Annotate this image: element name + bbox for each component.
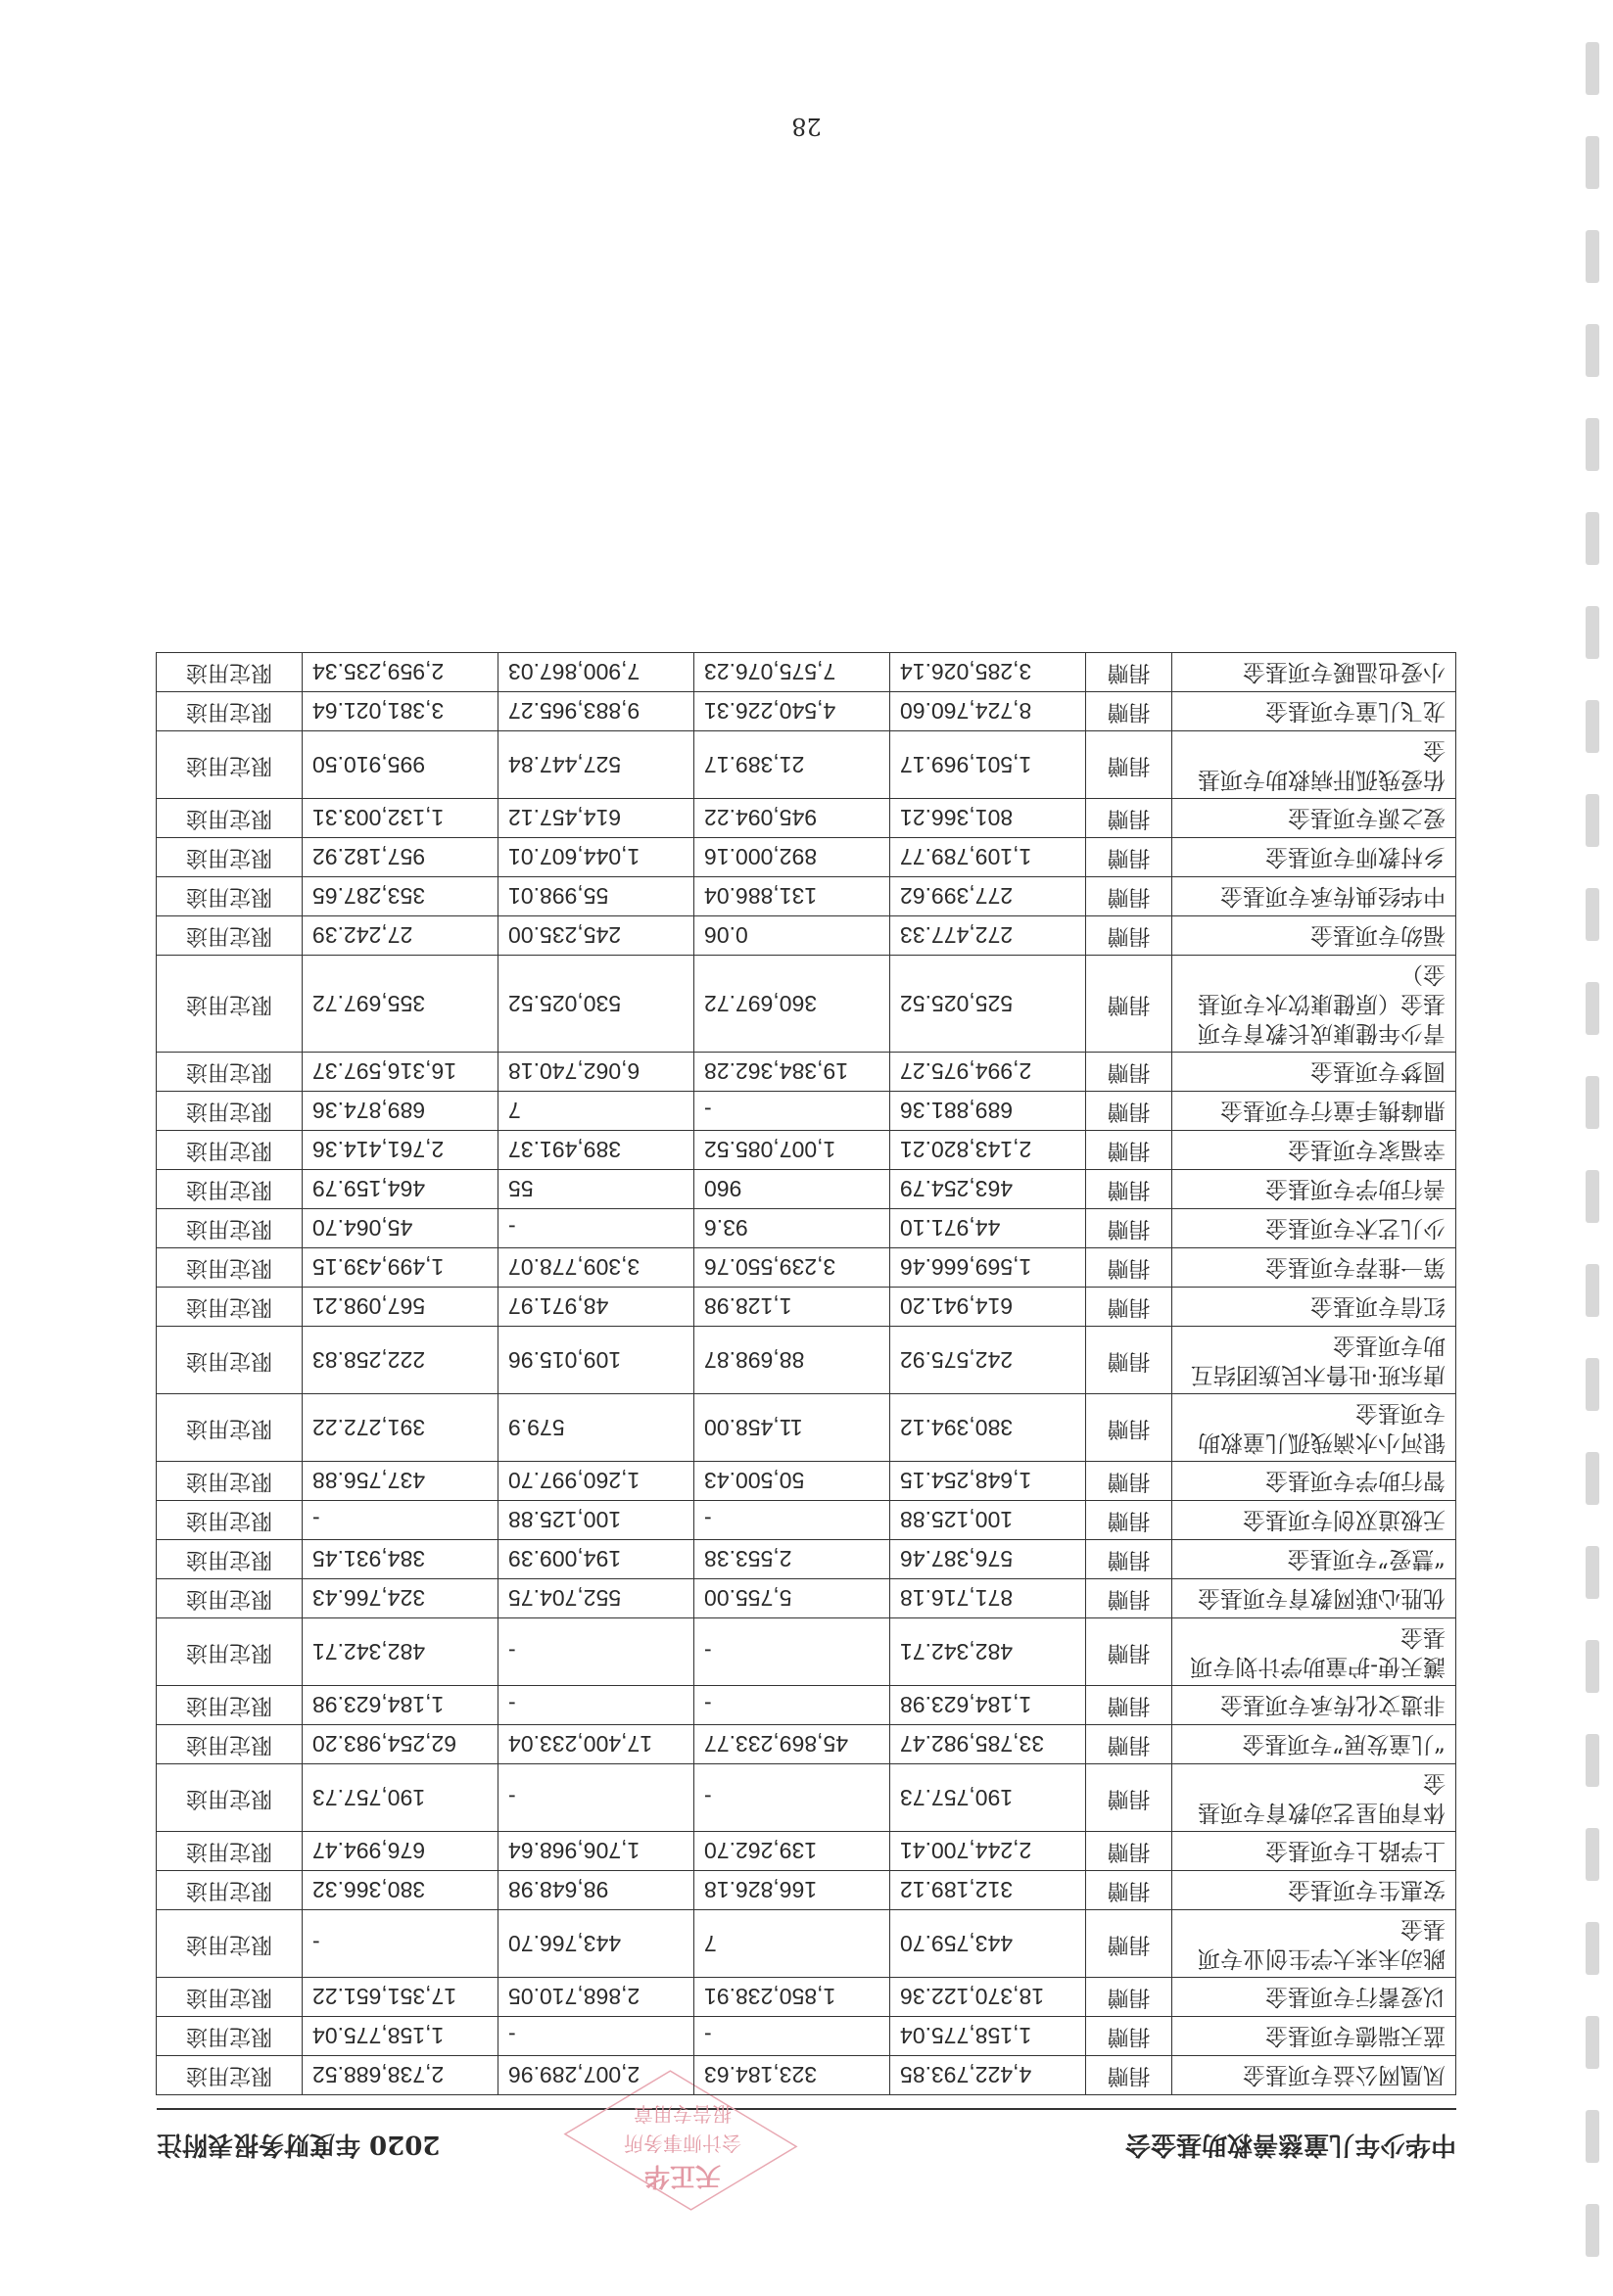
fund-type-cell: 捐赠 [1086,799,1172,838]
fund-name-cell: 爱之源专项基金 [1172,799,1456,838]
opening-balance-cell: 190,757.73 [890,1764,1086,1832]
restriction-cell: 限定用途 [157,1327,303,1394]
table-row [157,1394,1456,1462]
restriction-cell: 限定用途 [157,1394,303,1462]
increase-cell: 960 [694,1170,890,1209]
increase-cell: 1,850,238.91 [694,1978,890,2017]
table-row [157,1540,1456,1579]
opening-balance-cell: 2,994,975.27 [890,1053,1086,1092]
opening-balance-cell: 1,569,666.46 [890,1248,1086,1288]
decrease-cell: 1,044,607.01 [498,838,694,877]
decrease-cell: 614,457.12 [498,799,694,838]
restriction-cell: 限定用途 [157,916,303,956]
decrease-cell: 194,009.39 [498,1540,694,1579]
decrease-cell: 245,235.00 [498,916,694,956]
fund-name-cell: “儿童发展”专项基金 [1172,1725,1456,1764]
decrease-cell: - [498,1764,694,1832]
table-row [157,1092,1456,1131]
fund-name-cell: 银河小水滴残孤儿童救助专项基金 [1172,1394,1456,1462]
restriction-cell: 限定用途 [157,1978,303,2017]
table-row [157,916,1456,956]
fund-name-cell: 小爱也温暖专项基金 [1172,653,1456,692]
fund-name-cell: 佑爱残孤肝病救助专项基金 [1172,731,1456,799]
closing-balance-cell: 567,098.21 [303,1288,498,1327]
restriction-cell: 限定用途 [157,799,303,838]
table-row [157,1288,1456,1327]
opening-balance-cell: 380,394.12 [890,1394,1086,1462]
decrease-cell: 389,491.37 [498,1131,694,1170]
fund-name-cell: 少儿艺术专项基金 [1172,1209,1456,1248]
decrease-cell: - [498,2017,694,2056]
table-row [157,1618,1456,1686]
closing-balance-cell: 2,761,414.36 [303,1131,498,1170]
table-row [157,1686,1456,1725]
binder-mark [1586,606,1599,659]
increase-cell: 3,239,550.76 [694,1248,890,1288]
page-header [157,2114,1456,2173]
opening-balance-cell: 525,025.52 [890,956,1086,1053]
increase-cell: 2,553.38 [694,1540,890,1579]
binder-mark [1586,794,1599,847]
restriction-cell: 限定用途 [157,731,303,799]
closing-balance-cell: 437,756.88 [303,1462,498,1501]
table-row [157,1248,1456,1288]
restriction-cell: 限定用途 [157,1725,303,1764]
opening-balance-cell: 463,254.79 [890,1170,1086,1209]
opening-balance-cell: 312,189.12 [890,1871,1086,1910]
closing-balance-cell: 2,959,235.34 [303,653,498,692]
table-row [157,2056,1456,2095]
closing-balance-cell: 1,158,775.04 [303,2017,498,2056]
binder-mark [1586,512,1599,565]
increase-cell: 50,500.43 [694,1462,890,1501]
closing-balance-cell: 391,272.22 [303,1394,498,1462]
opening-balance-cell: 277,399.62 [890,877,1086,916]
increase-cell: - [694,2017,890,2056]
table-row [157,1832,1456,1871]
opening-balance-cell: 2,244,700.41 [890,1832,1086,1871]
closing-balance-cell: - [303,1501,498,1540]
closing-balance-cell: 1,184,623.98 [303,1686,498,1725]
restriction-cell: 限定用途 [157,1871,303,1910]
table-row [157,1462,1456,1501]
closing-balance-cell: 190,757.73 [303,1764,498,1832]
binder-marks [1580,0,1603,2296]
decrease-cell: 7,900,867.03 [498,653,694,692]
fund-type-cell: 捐赠 [1086,2056,1172,2095]
decrease-cell: 1,706,968.64 [498,1832,694,1871]
decrease-cell: 7 [498,1092,694,1131]
binder-mark [1586,1358,1599,1411]
table-row [157,1910,1456,1978]
fund-type-cell: 捐赠 [1086,1131,1172,1170]
fund-type-cell: 捐赠 [1086,1092,1172,1131]
increase-cell: - [694,1618,890,1686]
decrease-cell: 100,125.88 [498,1501,694,1540]
opening-balance-cell: 18,370,122.36 [890,1978,1086,2017]
fund-name-cell: 体育明星艺动教育专项基金 [1172,1764,1456,1832]
increase-cell: 88,698.87 [694,1327,890,1394]
fund-name-cell: 红信专项基金 [1172,1288,1456,1327]
fund-name-cell: 幸福家专项基金 [1172,1131,1456,1170]
table-row [157,1579,1456,1618]
restriction-cell: 限定用途 [157,1053,303,1092]
fund-name-cell: 中华经典传承专项基金 [1172,877,1456,916]
closing-balance-cell: 222,258.83 [303,1327,498,1394]
fund-type-cell: 捐赠 [1086,838,1172,877]
fund-type-cell: 捐赠 [1086,956,1172,1053]
opening-balance-cell: 33,785,982.47 [890,1725,1086,1764]
increase-cell: 19,384,362.28 [694,1053,890,1092]
fund-name-cell: 唐东班·吐鲁木民族团结互助专项基金 [1172,1327,1456,1394]
closing-balance-cell: 1,132,003.31 [303,799,498,838]
fund-name-cell: 凤凰网公益专项基金 [1172,2056,1456,2095]
increase-cell: 45,869,233.77 [694,1725,890,1764]
fund-type-cell: 捐赠 [1086,1462,1172,1501]
table-row [157,1871,1456,1910]
restriction-cell: 限定用途 [157,838,303,877]
table-row [157,653,1456,692]
fund-name-cell: 优胜心联网教育专项基金 [1172,1579,1456,1618]
restriction-cell: 限定用途 [157,1501,303,1540]
restriction-cell: 限定用途 [157,1686,303,1725]
fund-name-cell: 以爱蓄行专项基金 [1172,1978,1456,2017]
closing-balance-cell: 1,499,439.15 [303,1248,498,1288]
closing-balance-cell: 355,697.72 [303,956,498,1053]
fund-name-cell: 龙飞儿童专项基金 [1172,692,1456,731]
table-row [157,838,1456,877]
decrease-cell: - [498,1686,694,1725]
decrease-cell: 17,400,233.04 [498,1725,694,1764]
opening-balance-cell: 8,724,760.60 [890,692,1086,731]
fund-name-cell: 上学路上专项基金 [1172,1832,1456,1871]
binder-mark [1586,324,1599,377]
table-row [157,731,1456,799]
table-row [157,1501,1456,1540]
opening-balance-cell: 4,422,793.85 [890,2056,1086,2095]
decrease-cell: - [498,1209,694,1248]
fund-name-cell: 青少年健康成长教育专项基金（原健康饮水专项基金） [1172,956,1456,1053]
binder-mark [1586,1922,1599,1975]
decrease-cell: 109,015.96 [498,1327,694,1394]
increase-cell: 945,094.22 [694,799,890,838]
restriction-cell: 限定用途 [157,1209,303,1248]
increase-cell: 21,389.17 [694,731,890,799]
restriction-cell: 限定用途 [157,2017,303,2056]
opening-balance-cell: 242,575.92 [890,1327,1086,1394]
binder-mark [1586,1452,1599,1505]
table-row [157,956,1456,1053]
opening-balance-cell: 272,477.33 [890,916,1086,956]
fund-type-cell: 捐赠 [1086,1288,1172,1327]
increase-cell: 93.6 [694,1209,890,1248]
fund-name-cell: 跳动未来大学生创业专项基金 [1172,1910,1456,1978]
increase-cell: - [694,1764,890,1832]
report-title: 2020 年度财务报表附注 [157,2130,441,2159]
closing-balance-cell: 353,287.65 [303,877,498,916]
opening-balance-cell: 3,285,026.14 [890,653,1086,692]
fund-name-cell: 蓝天瑞德专项基金 [1172,2017,1456,2056]
table-row [157,1978,1456,2017]
opening-balance-cell: 576,387.46 [890,1540,1086,1579]
increase-cell: 323,184.63 [694,2056,890,2095]
restriction-cell: 限定用途 [157,877,303,916]
opening-balance-cell: 1,184,623.98 [890,1686,1086,1725]
restriction-cell: 限定用途 [157,1092,303,1131]
fund-name-cell: 第一推荐专项基金 [1172,1248,1456,1288]
table-row [157,1764,1456,1832]
closing-balance-cell: 384,931.45 [303,1540,498,1579]
stamp-line-3: 报告专用章 [634,2102,732,2126]
table-row [157,1170,1456,1209]
restriction-cell: 限定用途 [157,1131,303,1170]
increase-cell: 139,262.70 [694,1832,890,1871]
decrease-cell: 55,998.01 [498,877,694,916]
fund-type-cell: 捐赠 [1086,2017,1172,2056]
increase-cell: 7,575,076.23 [694,653,890,692]
decrease-cell: 443,766.70 [498,1910,694,1978]
fund-type-cell: 捐赠 [1086,1501,1172,1540]
binder-mark [1586,700,1599,753]
closing-balance-cell: 2,738,688.52 [303,2056,498,2095]
binder-mark [1586,1828,1599,1881]
fund-name-cell: 護天使-护童助学计划专项基金 [1172,1618,1456,1686]
restriction-cell: 限定用途 [157,1462,303,1501]
increase-cell: 5,755.00 [694,1579,890,1618]
opening-balance-cell: 443,759.70 [890,1910,1086,1978]
fund-type-cell: 捐赠 [1086,1579,1172,1618]
fund-name-cell: 安惠生专项基金 [1172,1871,1456,1910]
fund-name-cell: “慧爱”专项基金 [1172,1540,1456,1579]
binder-mark [1586,1170,1599,1223]
fund-type-cell: 捐赠 [1086,1618,1172,1686]
fund-name-cell: 智行助学专项基金 [1172,1462,1456,1501]
opening-balance-cell: 2,143,820.21 [890,1131,1086,1170]
table-row [157,1327,1456,1394]
table-row [157,877,1456,916]
binder-mark [1586,42,1599,95]
fund-type-cell: 捐赠 [1086,1978,1172,2017]
restriction-cell: 限定用途 [157,1910,303,1978]
stamp-line-2: 会计师事务所 [624,2132,741,2155]
fund-type-cell: 捐赠 [1086,1170,1172,1209]
decrease-cell: 527,447.84 [498,731,694,799]
decrease-cell: 530,025.52 [498,956,694,1053]
closing-balance-cell: 464,159.79 [303,1170,498,1209]
table-row [157,799,1456,838]
closing-balance-cell: 676,994.47 [303,1832,498,1871]
table-row [157,1131,1456,1170]
closing-balance-cell: 62,254,983.20 [303,1725,498,1764]
binder-mark [1586,1076,1599,1129]
decrease-cell: 6,062,740.18 [498,1053,694,1092]
fund-type-cell: 捐赠 [1086,877,1172,916]
page-number: 28 [791,113,822,140]
closing-balance-cell: 16,316,597.37 [303,1053,498,1092]
table-row [157,1209,1456,1248]
opening-balance-cell: 614,941.20 [890,1288,1086,1327]
fund-type-cell: 捐赠 [1086,1910,1172,1978]
opening-balance-cell: 689,881.36 [890,1092,1086,1131]
closing-balance-cell: 689,874.36 [303,1092,498,1131]
decrease-cell: 98,648.98 [498,1871,694,1910]
increase-cell: - [694,1092,890,1131]
restriction-cell: 限定用途 [157,1764,303,1832]
decrease-cell: 2,007,289.96 [498,2056,694,2095]
opening-balance-cell: 1,158,775.04 [890,2017,1086,2056]
increase-cell: 11,458.00 [694,1394,890,1462]
decrease-cell: 579.9 [498,1394,694,1462]
increase-cell: - [694,1501,890,1540]
fund-type-cell: 捐赠 [1086,692,1172,731]
restriction-cell: 限定用途 [157,956,303,1053]
opening-balance-cell: 1,501,969.17 [890,731,1086,799]
increase-cell: 892,000.16 [694,838,890,877]
increase-cell: 7 [694,1910,890,1978]
closing-balance-cell: 380,366.32 [303,1871,498,1910]
binder-mark [1586,1640,1599,1693]
restriction-cell: 限定用途 [157,653,303,692]
increase-cell: 4,540,226.31 [694,692,890,731]
binder-mark [1586,2110,1599,2163]
opening-balance-cell: 44,971.10 [890,1209,1086,1248]
opening-balance-cell: 1,648,254.15 [890,1462,1086,1501]
closing-balance-cell: 995,910.50 [303,731,498,799]
decrease-cell: 1,260,997.70 [498,1462,694,1501]
closing-balance-cell: 17,351,651.22 [303,1978,498,2017]
restriction-cell: 限定用途 [157,1248,303,1288]
restriction-cell: 限定用途 [157,2056,303,2095]
binder-mark [1586,2204,1599,2257]
increase-cell: 1,007,085.52 [694,1131,890,1170]
fund-type-cell: 捐赠 [1086,1248,1172,1288]
closing-balance-cell: 27,242.39 [303,916,498,956]
restriction-cell: 限定用途 [157,692,303,731]
binder-mark [1586,136,1599,189]
restriction-cell: 限定用途 [157,1540,303,1579]
restriction-cell: 限定用途 [157,1288,303,1327]
closing-balance-cell: 45,064.70 [303,1209,498,1248]
decrease-cell: 2,868,710.05 [498,1978,694,2017]
fund-type-cell: 捐赠 [1086,1209,1172,1248]
increase-cell: 360,697.72 [694,956,890,1053]
restriction-cell: 限定用途 [157,1170,303,1209]
binder-mark [1586,888,1599,941]
fund-type-cell: 捐赠 [1086,731,1172,799]
binder-mark [1586,982,1599,1035]
fund-name-cell: 乡村教师专项基金 [1172,838,1456,877]
opening-balance-cell: 871,716.18 [890,1579,1086,1618]
fund-type-cell: 捐赠 [1086,1394,1172,1462]
fund-name-cell: 圆梦专项基金 [1172,1053,1456,1092]
closing-balance-cell: 3,381,021.64 [303,692,498,731]
binder-mark [1586,1264,1599,1317]
binder-mark [1586,2016,1599,2069]
decrease-cell: 3,309,778.07 [498,1248,694,1288]
fund-type-cell: 捐赠 [1086,1725,1172,1764]
fund-name-cell: 鼎峰携手童行专项基金 [1172,1092,1456,1131]
closing-balance-cell: 324,766.43 [303,1579,498,1618]
fund-type-cell: 捐赠 [1086,916,1172,956]
closing-balance-cell: - [303,1910,498,1978]
opening-balance-cell: 100,125.88 [890,1501,1086,1540]
binder-mark [1586,230,1599,283]
header-rule [157,2108,1456,2110]
fund-type-cell: 捐赠 [1086,1053,1172,1092]
closing-balance-cell: 957,182.92 [303,838,498,877]
decrease-cell: 55 [498,1170,694,1209]
table-row [157,1725,1456,1764]
fund-type-cell: 捐赠 [1086,1327,1172,1394]
opening-balance-cell: 482,342.71 [890,1618,1086,1686]
fund-type-cell: 捐赠 [1086,1871,1172,1910]
table-row [157,692,1456,731]
fund-name-cell: 无极道双创专项基金 [1172,1501,1456,1540]
fund-name-cell: 非遗文化传承专项基金 [1172,1686,1456,1725]
increase-cell: - [694,1686,890,1725]
increase-cell: 1,128.98 [694,1288,890,1327]
increase-cell: 0.06 [694,916,890,956]
decrease-cell: - [498,1618,694,1686]
table-row [157,1053,1456,1092]
decrease-cell: 9,883,965.27 [498,692,694,731]
fund-type-cell: 捐赠 [1086,1764,1172,1832]
binder-mark [1586,1734,1599,1787]
binder-mark [1586,1546,1599,1599]
fund-name-cell: 福幼专项基金 [1172,916,1456,956]
table-row [157,2017,1456,2056]
stamp-line-1: 天正华 [644,2161,722,2190]
restriction-cell: 限定用途 [157,1832,303,1871]
restriction-cell: 限定用途 [157,1579,303,1618]
binder-mark [1586,418,1599,471]
closing-balance-cell: 482,342.71 [303,1618,498,1686]
fund-type-cell: 捐赠 [1086,1832,1172,1871]
organization-name: 中华少年儿童慈善救助基金会 [1124,2130,1456,2159]
fund-type-cell: 捐赠 [1086,653,1172,692]
fund-type-cell: 捐赠 [1086,1540,1172,1579]
decrease-cell: 552,704.75 [498,1579,694,1618]
fund-name-cell: 善行助学专项基金 [1172,1170,1456,1209]
fund-table-body [157,653,1456,2095]
increase-cell: 166,826.18 [694,1871,890,1910]
increase-cell: 131,886.04 [694,877,890,916]
opening-balance-cell: 801,366.21 [890,799,1086,838]
fund-type-cell: 捐赠 [1086,1686,1172,1725]
restriction-cell: 限定用途 [157,1618,303,1686]
fund-table [156,652,1456,2095]
decrease-cell: 48,971.97 [498,1288,694,1327]
opening-balance-cell: 1,109,789.77 [890,838,1086,877]
